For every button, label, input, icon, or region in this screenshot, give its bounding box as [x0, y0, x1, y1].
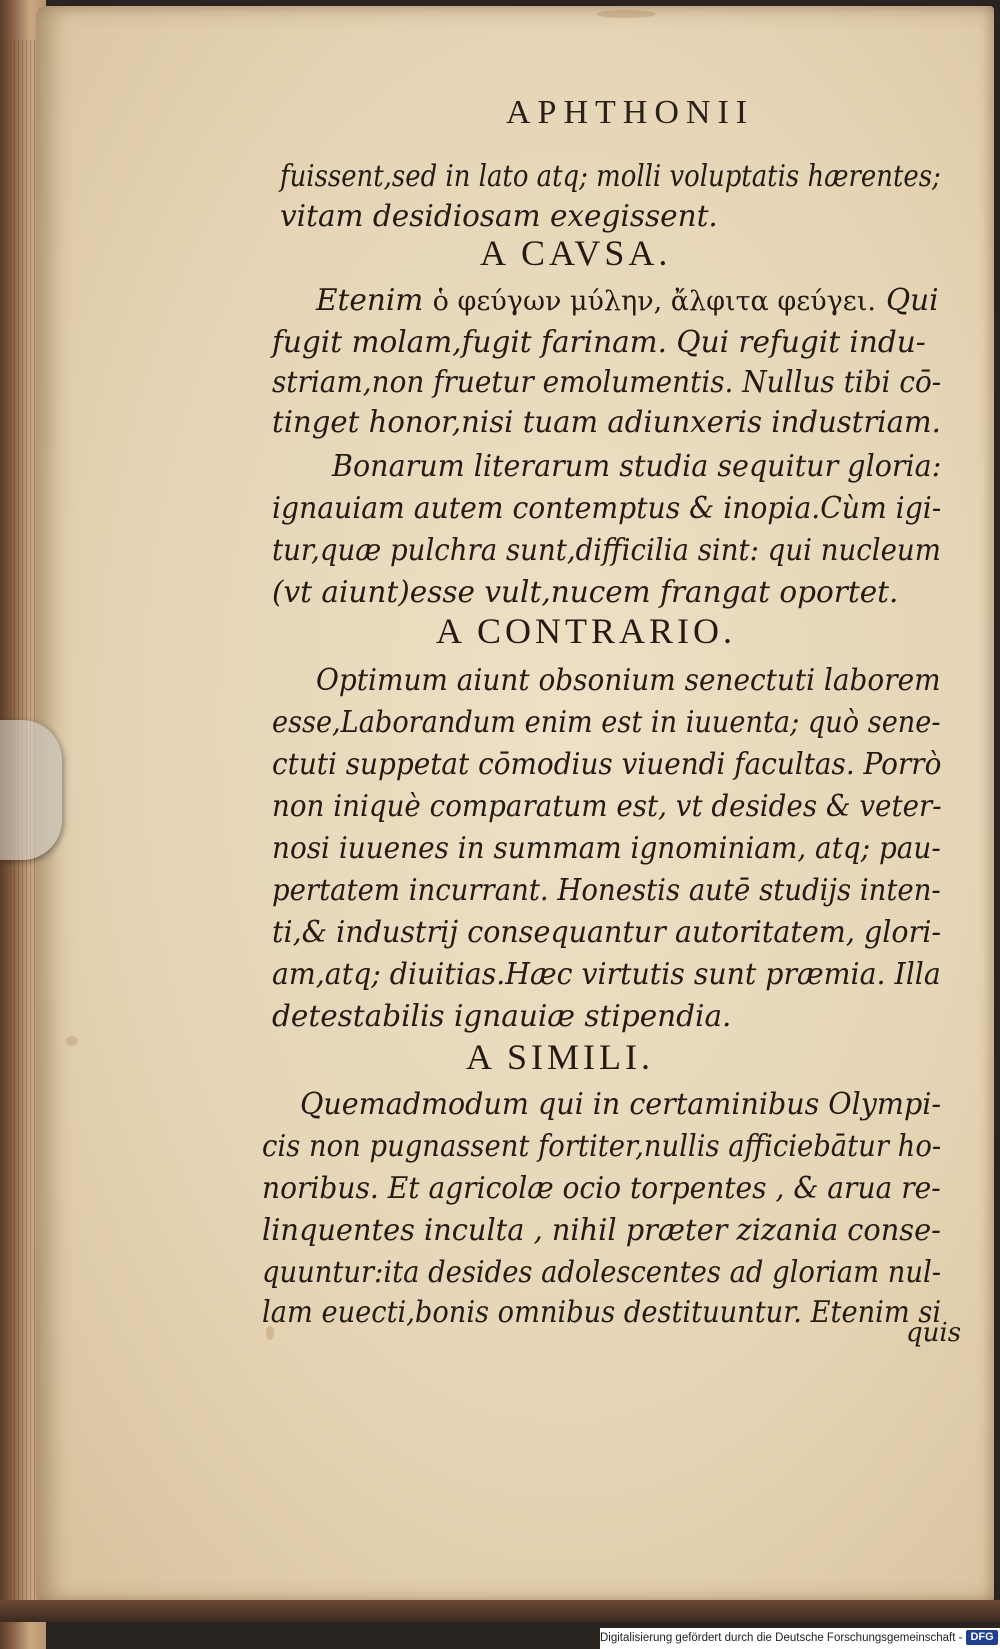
stain-mark — [596, 10, 656, 18]
text-line: linquentes inculta , nihil præter zizania conse- — [262, 1213, 941, 1247]
section-heading-causa: A CAVSA. — [480, 233, 672, 273]
section-heading-contrario: A CONTRARIO. — [436, 611, 737, 651]
text-line: noribus. Et agricolæ ocio torpentes , & arua re- — [262, 1171, 941, 1205]
text-line: am,atq; diuitias.Hæc virtutis sunt præmia. Illa — [272, 957, 941, 991]
text-line: tur,quæ pulchra sunt,difficilia sint: qui nucleum — [272, 533, 941, 567]
running-head: APHTHONII — [506, 94, 755, 131]
book-page — [36, 6, 994, 1602]
text-line: striam,non fruetur emolumentis. Nullus tibi cō- — [272, 365, 942, 399]
text-line: esse,Laborandum enim est in iuuenta; quò sene- — [272, 705, 941, 739]
text-line: non iniquè comparatum est, vt desides & veter- — [272, 789, 942, 823]
text-line: Quemadmodum qui in certaminibus Olympi- — [300, 1087, 942, 1121]
text-line: ignauiam autem contemptus & inopia.Cùm igi- — [272, 491, 942, 525]
text-line: tinget honor,nisi tuam adiunxeris industriam. — [272, 405, 941, 439]
text-line: vitam desidiosam exegissent. — [280, 199, 718, 233]
text-line: (vt aiunt)esse vult,nucem frangat oportet. — [272, 575, 899, 609]
section-heading-simili: A SIMILI. — [466, 1037, 654, 1077]
greek-prefix: Etenim — [316, 283, 424, 317]
text-line: quuntur:ita desides adolescentes ad gloriam nul- — [262, 1255, 942, 1289]
text-line: detestabilis ignauiæ stipendia. — [272, 999, 732, 1033]
text-line: ti,& industrij consequantur autoritatem, glori- — [272, 915, 942, 949]
greek-suffix: Qui — [886, 283, 939, 317]
text-line: Optimum aiunt obsonium senectuti laborem — [316, 663, 941, 697]
text-line: nosi iuuenes in summam ignominiam, atq; pau- — [272, 831, 941, 865]
text-line: Bonarum literarum studia sequitur gloria: — [332, 449, 942, 483]
text-line: ctuti suppetat cōmodius viuendi facultas. Porrò — [272, 747, 942, 781]
text-line: fuissent,sed in lato atq; molli voluptatis hærentes; — [280, 159, 941, 193]
digitization-footer — [600, 1628, 1000, 1649]
dfg-logo-icon: DFG — [966, 1630, 997, 1645]
greek-proverb-line — [316, 282, 939, 320]
page-clip — [0, 720, 62, 860]
text-line: lam euecti,bonis omnibus destituuntur. Etenim si — [262, 1295, 942, 1329]
greek-proverb: ὁ φεύγων μύλην, ἄλφιτα φεύγει. — [432, 286, 876, 317]
catchword: quis — [906, 1318, 962, 1348]
text-line: pertatem incurrant. Honestis autē studijs inten- — [272, 873, 941, 907]
text-line: cis non pugnassent fortiter,nullis afficiebātur ho- — [262, 1129, 942, 1163]
footer-text: Digitalisierung gefördert durch die Deutsche Forschungsgemeinschaft - — [600, 1632, 963, 1644]
stain-mark — [66, 1036, 78, 1046]
book-bottom-edge — [0, 1600, 1000, 1622]
text-line: fugit molam,fugit farinam. Qui refugit indu- — [272, 325, 926, 359]
